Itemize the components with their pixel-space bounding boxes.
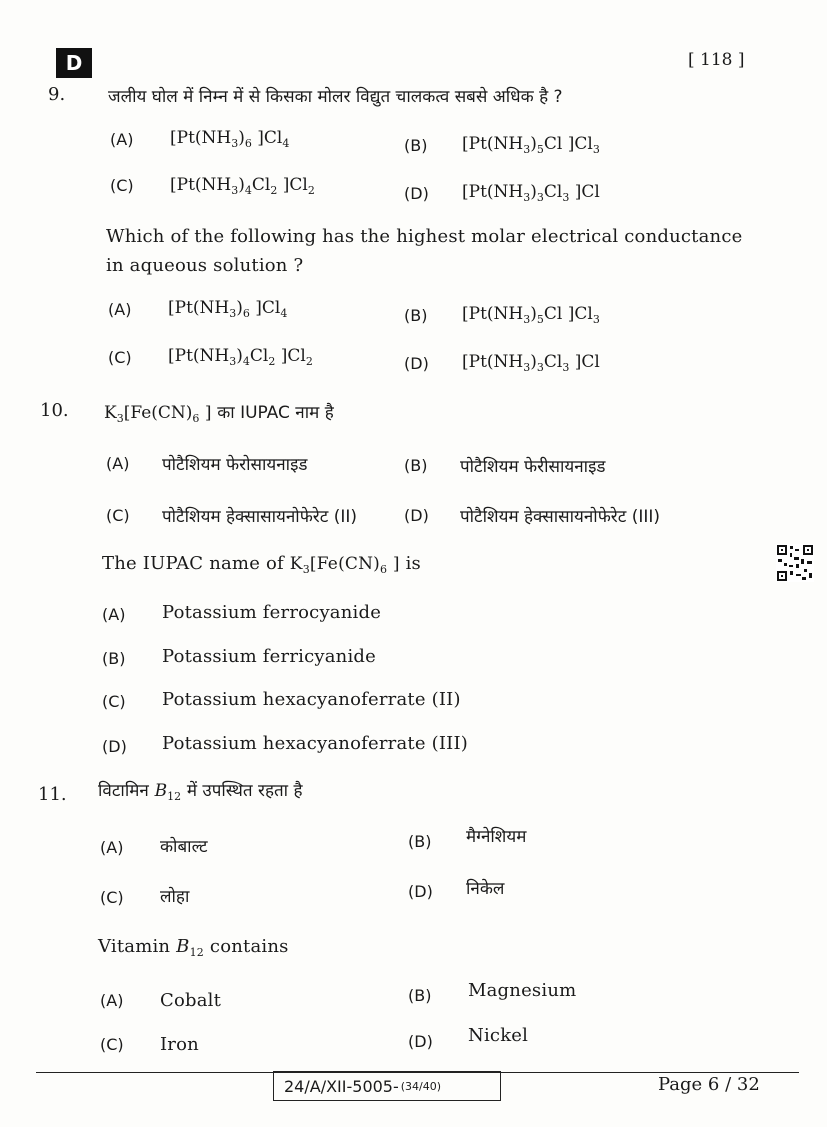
q10-en-option-b: Potassium ferricyanide [162,646,376,667]
q11-hi-option-c: लोहा [160,887,190,907]
paper-code-box [273,1071,501,1101]
q10-hi-option-a-label: (A) [106,454,130,473]
q11-en-option-d-label: (D) [408,1032,433,1051]
q10-en-option-a: Potassium ferrocyanide [162,602,382,623]
q9-english-text-line2: in aqueous solution ? [106,255,304,276]
paper-code-small: (34/40) [400,1079,442,1093]
q10-english-prefix: The IUPAC name of [102,553,284,574]
q11-english-text: Vitamin $B_{12}$ contains [98,936,289,959]
q11-hi-option-c-label: (C) [100,888,124,907]
q10-hi-option-a: पोटैशियम फेरोसायनाइड [162,455,308,475]
q10-hi-option-d: पोटैशियम हेक्सासायनोफेरेट (III) [460,507,661,527]
q9-english-text-line1: Which of the following has the highest molar electrical conductance [106,226,743,247]
set-badge: D [56,48,92,78]
q11-en-option-b: Magnesium [468,980,577,1001]
q10-hindi-text: $K_3[Fe(CN)_6$ ] का IUPAC नाम है [104,403,334,425]
q9-hi-option-d: [$Pt(NH_3)_3Cl_3$ ]Cl [462,182,600,204]
q11-english-prefix: Vitamin [98,936,171,957]
q11-hindi-prefix: विटामिन [98,781,149,801]
q11-hi-option-a-label: (A) [100,838,124,857]
q10-hindi-suffix: का IUPAC नाम है [217,403,334,423]
q9-en-option-c: [$Pt(NH_3)_4Cl_2$ ]$Cl_2$ [168,346,313,368]
q10-en-option-c-label: (C) [102,692,126,711]
q10-hi-option-c-label: (C) [106,506,130,525]
q9-hi-option-b: [$Pt(NH_3)_5Cl$ ]$Cl_3$ [462,134,600,156]
q10-hi-option-b-label: (B) [404,456,428,475]
q11-number: 11. [38,784,67,805]
q9-en-option-d: [$Pt(NH_3)_3Cl_3$ ]Cl [462,352,600,374]
page-code: [ 118 ] [688,50,745,70]
q9-en-option-a: [$Pt(NH_3)_6$ ]$Cl_4$ [168,298,288,320]
q9-number: 9. [48,84,66,105]
q10-en-option-d-label: (D) [102,737,127,756]
q11-en-option-a-label: (A) [100,991,124,1010]
q10-hi-option-d-label: (D) [404,506,429,525]
q11-en-option-c: Iron [160,1034,199,1055]
q11-english-suffix: contains [209,936,289,957]
q11-en-option-d: Nickel [468,1025,529,1046]
q10-english-text: The IUPAC name of $K_3[Fe(CN)_6$ ] is [102,553,421,576]
q10-hi-option-b: पोटैशियम फेरीसायनाइड [460,457,606,477]
q9-hi-option-a-label: (A) [110,130,134,149]
q11-hindi-suffix: में उपस्थित रहता है [186,781,303,801]
q11-en-option-b-label: (B) [408,986,432,1005]
q9-en-option-b-label: (B) [404,306,428,325]
q10-en-option-d: Potassium hexacyanoferrate (III) [162,733,468,754]
q10-hi-option-c: पोटैशियम हेक्सासायनोफेरेट (II) [162,507,358,527]
q9-hi-option-a: [$Pt(NH_3)_6$ ]$Cl_4$ [170,128,290,150]
q11-hi-option-d-label: (D) [408,882,433,901]
qr-code-icon [776,544,814,582]
q9-hi-option-d-label: (D) [404,184,429,203]
q10-en-option-c: Potassium hexacyanoferrate (II) [162,689,461,710]
q10-en-option-b-label: (B) [102,649,126,668]
q9-hi-option-c: [$Pt(NH_3)_4Cl_2$ ]$Cl_2$ [170,175,315,197]
q11-hi-option-a: कोबाल्ट [160,837,208,857]
q10-english-suffix: is [405,553,421,574]
q11-hindi-text: विटामिन $B_{12}$ में उपस्थित रहता है [98,781,303,803]
q10-number: 10. [40,400,69,421]
paper-code: 24/A/XII-5005- [284,1076,399,1096]
q10-en-option-a-label: (A) [102,605,126,624]
q9-en-option-b: [$Pt(NH_3)_5Cl$ ]$Cl_3$ [462,304,600,326]
q9-hi-option-b-label: (B) [404,136,428,155]
page-number: Page 6 / 32 [658,1074,760,1095]
q11-hi-option-b: मैग्नेशियम [466,827,527,847]
q9-hindi-text: जलीय घोल में निम्न में से किसका मोलर विद्युत चालकत्व सबसे अधिक है ? [108,87,563,107]
q9-en-option-d-label: (D) [404,354,429,373]
q11-en-option-a: Cobalt [160,990,222,1011]
q9-en-option-c-label: (C) [108,348,132,367]
q11-hi-option-d: निकेल [466,879,505,899]
q11-en-option-c-label: (C) [100,1035,124,1054]
q9-hi-option-c-label: (C) [110,176,134,195]
q11-hi-option-b-label: (B) [408,832,432,851]
q9-en-option-a-label: (A) [108,300,132,319]
